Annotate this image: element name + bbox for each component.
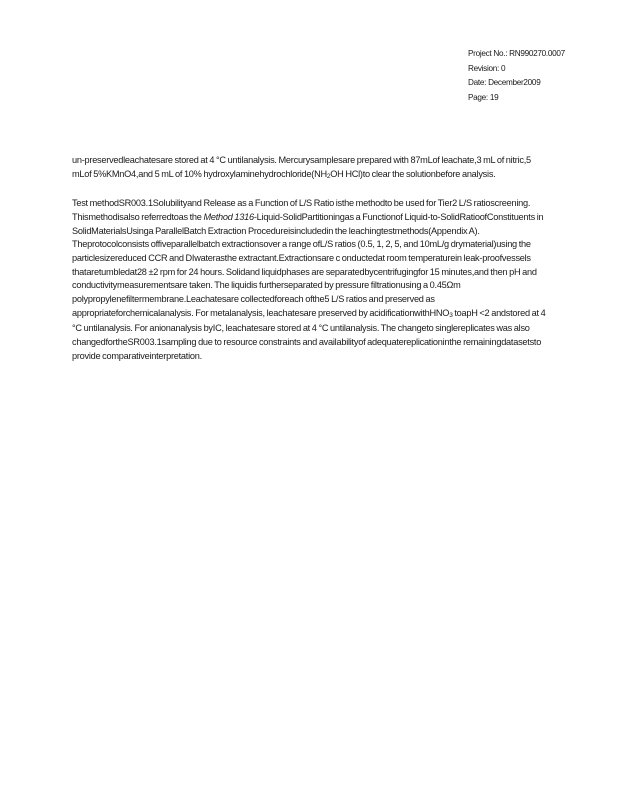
paragraph-2-text-end: toapH <2 andstored at 4 °C untilanalysis. For anionanalysis byIC, leachatesare stored at 4 °C untilanalysis. The changeto singlereplicates was also changedfortheSR003.1sampling due to resource constraints and availabilityof adequatereplicationinthe remainingdatasetsto provide comparativeinterpretation. <box>72 307 546 361</box>
paragraph-test-method <box>72 197 550 363</box>
subscript-2: 2 <box>326 172 331 180</box>
paragraph-mercury-preparation <box>72 154 550 183</box>
page-number-label: Page: <box>468 93 488 103</box>
page-number-value: 19 <box>489 93 499 103</box>
project-number-line <box>468 47 565 62</box>
revision-label: Revision: <box>468 63 499 73</box>
project-number-label: Project No.: <box>468 49 508 58</box>
revision-line <box>468 62 565 77</box>
paragraph-1-text-end: OH HCl)to clear the solutionbefore analysis. <box>330 168 496 179</box>
date-line <box>468 76 565 91</box>
subscript-3: 3 <box>449 311 453 319</box>
project-number-value: RN990270.0007 <box>509 49 565 58</box>
date-label: Date: <box>468 78 487 88</box>
date-value: December2009 <box>488 78 541 88</box>
revision-value: 0 <box>500 63 506 73</box>
method-title: Method 1316 <box>203 211 254 222</box>
paragraph-1-text: un-preservedleachatesare stored at 4 °C untilanalysis. Mercurysamplesare prepared with 87mLof leachate,3 mL of nitric,5 mLof 5%KMnO4,and 5 mL of 10% hydroxylaminehydrochloride(NH <box>72 155 531 179</box>
page-number-line <box>468 91 565 106</box>
document-header <box>468 47 565 106</box>
paragraph-2-text-start: Test methodSR003.1Solubilityand Release as a Function of L/S Ratio isthe methodto be used for Tier2 L/S ratioscreening. Thismethodisalso referredtoas the <box>72 198 531 222</box>
document-body <box>72 154 550 377</box>
paragraph-2-text-middle: -Liquid-SolidPartitioningas a Functionof Liquid-to-SolidRatioofConstituents in SolidMaterialsUsinga ParallelBatch Extraction Procedureisincludedin the leachingtestmethods(Appendix A). Theprotocolconsists offiveparallelbatch extractionsover a range ofL/S ratios (0.5, 1, 2, 5, and 10mL/g drymaterial)using the particlesizereduced CCR and DIwaterasthe extractant.Extractionsare c onductedat room temperaturein leak-proofvessels thataretumbledat28 ±2 rpm for 24 hours. Solidand liquidphases are separatedbycentrifugingfor 15 minutes,and then pH and conductivitymeasurementsare taken. The liquidis furtherseparated by pressure filtrationusing a 0.45Ωm polypropylenefiltermembrane.Leachatesare collectedforeach ofthe5 L/S ratios and preserved as appropriateforchemicalanalysis. For metalanalysis, leachatesare preserved by acidificationwithHNO <box>72 211 544 318</box>
